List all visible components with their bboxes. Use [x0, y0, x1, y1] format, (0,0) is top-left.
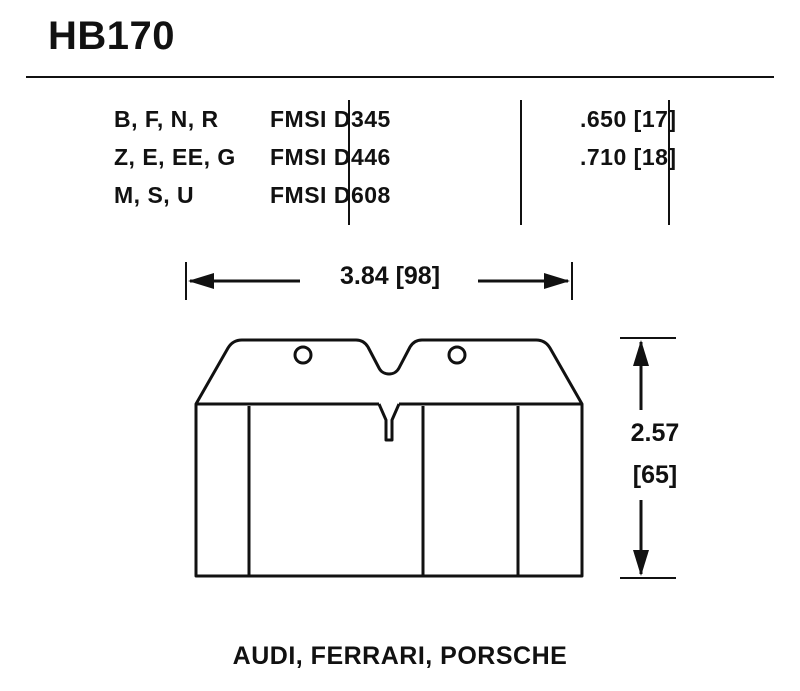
vehicle-application-list: AUDI, FERRARI, PORSCHE — [232, 642, 568, 670]
fmsi-row: FMSI D446 — [270, 144, 391, 170]
compound-row: B, F, N, R — [114, 106, 219, 132]
fmsi-row: FMSI D345 — [270, 106, 391, 132]
thickness-row: .650 [17] — [580, 106, 677, 132]
thickness-row: .710 [18] — [580, 144, 677, 170]
fmsi-row: FMSI D608 — [270, 182, 391, 208]
height-dimension-arrow — [620, 338, 676, 578]
width-dimension-arrow — [186, 262, 572, 300]
page-title: HB170 — [48, 14, 176, 58]
height-dimension-inches: 2.57 — [630, 419, 680, 447]
compound-row: M, S, U — [114, 182, 195, 208]
compound-row: Z, E, EE, G — [114, 144, 236, 170]
width-dimension-label: 3.84 [98] — [339, 262, 441, 290]
brake-pad-outline — [196, 340, 582, 576]
height-dimension-mm: [65] — [632, 461, 678, 489]
